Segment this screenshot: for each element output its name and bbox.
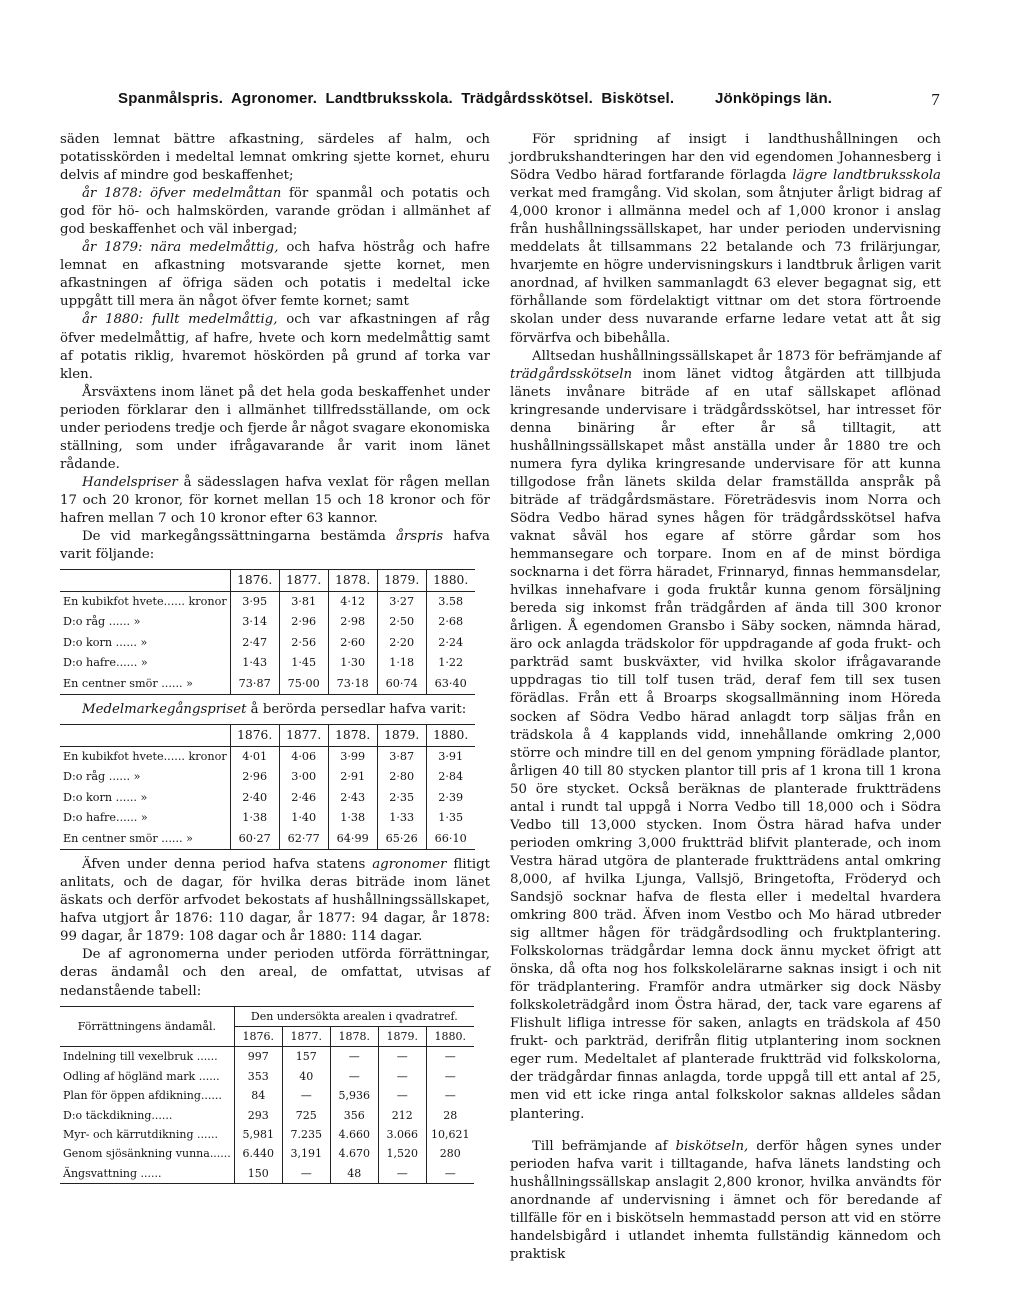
year-header: 1880. [426, 570, 475, 592]
paragraph: De af agronomerna under perioden utförda förrättningar, deras ändamål och den areal, de omfattat, utvisas af nedanstående tabell: [60, 947, 490, 999]
year-header: 1880. [426, 725, 475, 747]
yearly-price-table [60, 569, 475, 695]
year-header: 1879. [377, 570, 426, 592]
table-row: Indelning till vexelbruk ...... 997 157 — — — [60, 1047, 474, 1067]
paragraph: Till befrämjande af biskötseln, derför hågen synes under perioden hafva varit i tilltagande, hafva länets landsting och hushållningssällskap anslagit 2,800 kronor, hvilka användts för anordnande af undervisning i ämnet och för beredande af tillfälle för en i biskötseln hemmastadd person att vid en större handelsbigård i utlandet inhemta fullständig kännedom och praktisk [510, 1138, 941, 1262]
table-row: D:o korn ...... » 2·40 2·46 2·43 2·35 2·39 [60, 788, 475, 809]
page-number: 7 [931, 90, 940, 109]
paragraph: Årsväxtens inom länet på det hela goda beskaffenhet under perioden förklarar den i allmänhet tillfredsställande, om ock under periodens tredje och fjerde år något svagare ekonomiska ställning, som under ifrågavarande år varit inom länet rådande. [60, 384, 490, 472]
table-row: D:o hafre...... » 1·43 1·45 1·30 1·18 1·22 [60, 653, 475, 674]
table-row: D:o hafre...... » 1·38 1·40 1·38 1·33 1·35 [60, 808, 475, 829]
table-header-row [60, 725, 475, 747]
table-row: En kubikfot hvete...... kronor 4·01 4·06 3·99 3·87 3·91 [60, 746, 475, 767]
area-table [60, 1006, 474, 1185]
average-price-table [60, 724, 475, 850]
area-span-header: Den undersökta arealen i qvadratref. [234, 1006, 474, 1026]
paragraph: år 1878: öfver medelmåttan för spanmål och potatis och god för hö- och halmskörden, varande grödan i allmänhet af god beskaffenhet och väl inbergad; [60, 186, 490, 238]
year-header: 1878. [328, 570, 377, 592]
paragraph: De vid markegångssättningarna bestämda årspris hafva varit följande: [60, 529, 490, 563]
year-header: 1880. [426, 1026, 474, 1046]
table-row: Genom sjösänkning vunna...... 6.440 3,191 4.670 1,520 280 [60, 1144, 474, 1163]
paragraph: Medelmarkegångspriset å berörda persedlar hafva varit: [82, 702, 467, 718]
table-row: Odling af högländ mark ...... 353 40 — — — [60, 1067, 474, 1086]
year-header: 1876. [234, 1026, 282, 1046]
year-header: 1879. [378, 1026, 426, 1046]
table-row: D:o täckdikning...... 293 725 356 212 28 [60, 1106, 474, 1125]
year-header: 1876. [230, 570, 279, 592]
table-row: Plan för öppen afdikning...... 84 — 5,936 — — [60, 1086, 474, 1105]
paragraph: säden lemnat bättre afkastning, särdeles af halm, och potatisskörden i medeltal lemnat omkring sjette kornet, ehuru delvis af mindre god beskaffenhet; [60, 132, 490, 184]
table-row: D:o korn ...... » 2·47 2·56 2·60 2·20 2·24 [60, 633, 475, 654]
year-header: 1878. [328, 725, 377, 747]
table-row: En kubikfot hvete...... kronor 3·95 3·81 4·12 3·27 3.58 [60, 591, 475, 612]
paragraph: Handelspriser å sädesslagen hafva vexlat för rågen mellan 17 och 20 kronor, för kornet mellan 15 och 18 kronor och för hafren mellan 7 och 10 kronor efter 63 kannor. [60, 474, 490, 526]
table-row: Ängsvattning ...... 150 — 48 — — [60, 1164, 474, 1184]
area-label-header: Förrättningens ändamål. [60, 1006, 234, 1047]
paragraph: år 1879: nära medelmåttig, och hafva höstråg och hafre lemnat en afkastning motsvarande sjette kornet, men afkastningen af öfriga säden och potatis i medeltal icke uppgått till mera än något öfver femte kornet; samt [60, 240, 491, 310]
year-header: 1877. [279, 570, 328, 592]
year-header: 1877. [282, 1026, 330, 1046]
table-row: En centner smör ...... » 60·27 62·77 64·99 65·26 66·10 [60, 829, 475, 850]
paragraph: Äfven under denna period hafva statens agronomer flitigt anlitats, och de dagar, för hvilka deras biträde inom länet äskats och derför arfvodet bekostats af hushållningssällskapet, hafva utgjort år 1876: 110 dagar, år 1877: 94 dagar, år 1878: 99 dagar, år 1879: 108 dagar och år 1880: 114 dagar. [60, 857, 490, 945]
yearly-price-table-wrap [60, 569, 490, 695]
right-column [510, 131, 941, 1264]
area-table-wrap [60, 1006, 490, 1185]
paragraph: Alltsedan hushållningssällskapet år 1873 för befrämjande af trädgårdsskötseln inom länet vidtog åtgärden att tillbjuda länets invånare biträde af en utaf sällskapet aflönad kringresande undervisare i trädgårdsskötsel, har intresset för denna binäring år efter år så tilltagit, att hushållningssällskapet måst anställa under år 1880 tre och numera fyra dylika kringresande undervisare för att kunna tillgodose från länets skilda delar framställda anspråk på biträde af trädgårdsmästare. Företrädesvis inom Norra och Södra Vedbo härad synes hågen för trädgårdsskötsel hafva vaknat såväl hos egare af större gårdar som hos hemmansegare och torpare. Inom en af de minst bördiga socknarna i det förra häradet, Frinnaryd, finnas hemmansdelar, hvilkas innehafvare i goda fruktår kunna genom försäljning bereda sig inkomst från trädgården af ända till 300 kronor årligen. Å egendomen Gransbo i Säby socken, nämnda härad, äro ock anlagda trädskolor för uppdragande af goda frukt- och parkträd samt buskväxter, vid hvilka skolor ifrågavarande uppdragas tio till tolf tusen träd, deraf fem till sex tusen förädlas. Från ett å Broarps skogsallmänning inom Höreda socken af Södra Vedbo härad anlagdt torp säljas från en trädskola å 4 kapplands vidd, innehållande omkring 2,000 större och mindre till en del genom ympning förädlade plantor, årligen 40 till 80 stycken plantor till pris af 1 krona till 1 krona 50 öre stycket. Också beräknas de planterade fruktträdens antal i rundt tal uppgå i Norra Vedbo till 18,000 och i Södra Vedbo till 13,000 stycken. Inom Östra härad hafva under perioden omkring 3,000 fruktträd blifvit planterade, och inom Vestra härad utgöra de planterade fruktträdens antal omkring 8,000, af hvilka Ljunga, Vallsjö, Bringetofta, Fröderyd och Sandsjö socknar hafva de flesta eller i medeltal hvardera omkring 800 träd. Äfven inom Vestbo och Mo härad utbreder sig alltmer hågen för trädgårdsodling och fruktplantering. Folkskolornas trädgårdar lemna dock ännu mycket öfrigt att önska, då ofta nog hos folkskolelärarne saknas insigt i och nit för trädplantering. Framför andra utmärker sig dock Näsby folkskoleträdgård inom Östra härad, der, tack vare egarens af Flishult lifliga intresse för saken, anlagts en trädskola af 450 frukt- och parkträd, derifrån flitig utplantering inom socknen eger rum. Medeltalet af planterade fruktträd vid folkskolorna, der trädgårdar finnas anlagda, torde uppgå till ett antal af 25, men vid ett icke ringa antal folkskolor saknas alldeles sådan plantering. [510, 348, 941, 1122]
table-header-row [60, 1006, 474, 1026]
table-row: D:o råg ...... » 3·14 2·96 2·98 2·50 2·68 [60, 612, 475, 633]
table-row: D:o råg ...... » 2·96 3·00 2·91 2·80 2·84 [60, 767, 475, 788]
left-column [60, 131, 490, 1190]
table-row: En centner smör ...... » 73·87 75·00 73·18 60·74 63·40 [60, 674, 475, 695]
table-header-row [60, 570, 475, 592]
year-header: 1878. [330, 1026, 378, 1046]
header-region: Jönköpings län. [715, 90, 833, 107]
average-price-table-wrap [60, 724, 490, 850]
table-row: Myr- och kärrutdikning ...... 5,981 7.235 4.660 3.066 10,621 [60, 1125, 474, 1144]
running-header [118, 90, 940, 112]
year-header: 1879. [377, 725, 426, 747]
paragraph: För spridning af insigt i landthushållningen och jordbrukshandteringen har den vid egendomen Johannesberg i Södra Vedbo härad fortfarande förlagda lägre landtbruksskola verkat med framgång. Vid skolan, som åtnjuter årligt bidrag af 4,000 kronor i allmänna medel och af 1,000 kronor i anslag från hushållningssällskapet, har under perioden undervisning meddelats åt tillsammans 22 betalande och 73 frilärjungar, hvarjemte en högre undervisningskurs i landtbruk årligen varit anordnad, af hvilken sammanlagdt 63 elever begagnat sig, ett förhållande som fördelaktigt vittnar om det stora förtroende skolan under dess nuvarande erfarne ledare vetat att åt sig förvärfva och bibehålla. [510, 132, 941, 346]
year-header: 1876. [230, 725, 279, 747]
paragraph: år 1880: fullt medelmåttig, och var afkastningen af råg öfver medelmåttig, af hafre, hvete och korn medelmåttig samt af potatis riklig, hvaremot höskörden på grund af torka var klen. [60, 312, 490, 382]
header-topics: Spanmålspris. Agronomer. Landtbruksskola. Trädgårdsskötsel. Biskötsel. [118, 90, 675, 107]
year-header: 1877. [279, 725, 328, 747]
